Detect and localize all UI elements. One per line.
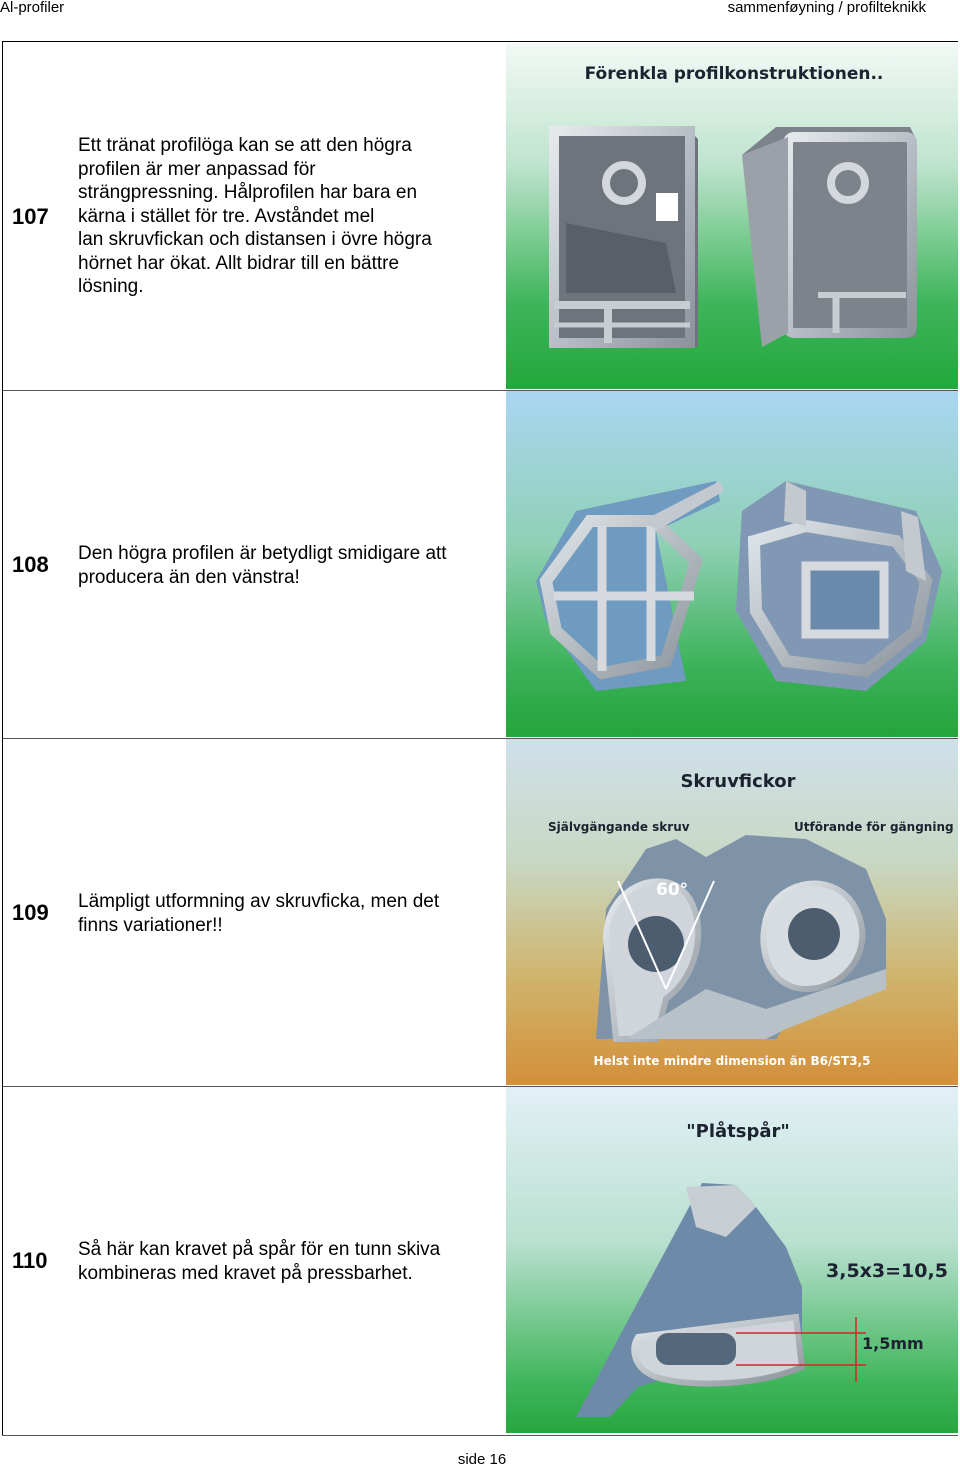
row-description [78,542,488,589]
desc-line: kärna i stället för tre. Avståndet mel [78,205,375,227]
row-description [78,890,488,937]
desc-line: lan skruvfickan och distansen i övre högra [78,229,432,250]
image-note: Helst inte mindre dimension än B6/ST3,5 [593,1054,871,1068]
row-number: 110 [12,1248,48,1273]
desc-line: Den högra profilen är betydligt smidigare att [78,543,447,564]
desc-line: Lämpligt utformning av skruvficka, men det [78,891,440,912]
image-label-right: Utförande för gängning [794,820,954,834]
page-footer [0,1451,960,1468]
row-description [78,1238,488,1285]
dimension-label: 1,5mm [862,1334,924,1353]
desc-line: lösning. [78,276,144,297]
profile-image-107 [506,43,958,389]
angle-label: 60° [656,880,689,900]
sheet-groove-image-110 [506,1087,958,1433]
table-row-110 [2,1086,958,1436]
image-title: Skruvfickor [680,771,796,792]
page-number: side 16 [457,1451,507,1468]
desc-line: profilen är mer anpassad för [78,158,316,180]
desc-line: producera än den vänstra! [78,566,300,588]
image-label-left: Självgängande skruv [548,820,690,834]
desc-line: finns variationer!! [78,914,223,936]
table-row-109 [2,738,958,1087]
header-right: sammenføyning / profilteknikk [727,0,926,16]
row-description [78,134,488,299]
desc-line: Ett tränat profilöga kan se att den högra [78,135,412,156]
formula-label: 3,5x3=10,5 [826,1260,948,1282]
desc-line: Så här kan kravet på spår för en tunn skiva [78,1239,441,1260]
content-table [2,41,958,1436]
image-title: Förenkla profilkonstruktionen.. [584,64,884,84]
screw-pocket-image-109 [506,739,958,1085]
image-title: "Plåtspår" [686,1121,790,1142]
desc-line: kombineras med kravet på pressbarhet. [78,1262,413,1284]
desc-line: strängpressning. Hålprofilen har bara en [78,182,418,203]
table-row-108 [2,390,958,739]
desc-line: hörnet har ökat. Allt bidrar till en bättre [78,252,400,274]
profile-image-108 [506,391,958,737]
table-row-107 [2,42,958,391]
row-number: 107 [12,204,49,229]
row-number: 109 [12,900,49,925]
header-left: Al-profiler [0,0,65,16]
row-number: 108 [12,552,49,577]
